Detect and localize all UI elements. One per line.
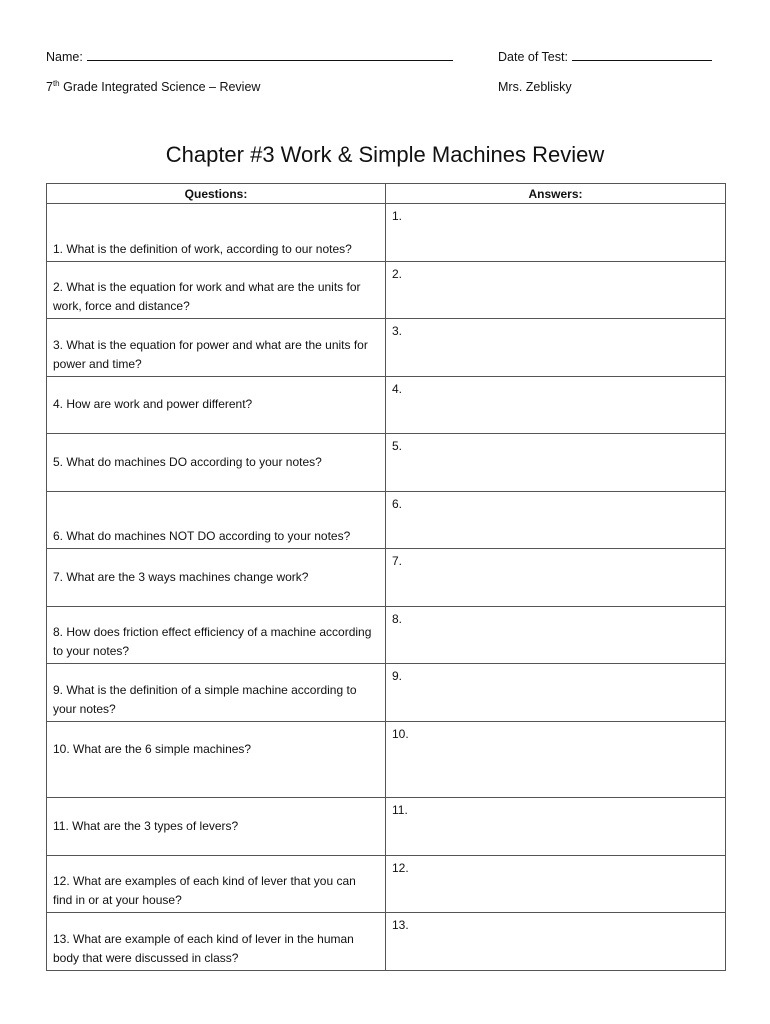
question-text: 10. What are the 6 simple machines? — [53, 742, 252, 756]
question-text: 2. What is the equation for work and what are the units for work, force and distance? — [53, 280, 361, 313]
question-text: 3. What is the equation for power and what are the units for power and time? — [53, 338, 368, 371]
table-row — [47, 856, 726, 913]
table-row — [47, 377, 726, 434]
table-row — [47, 664, 726, 722]
question-text: 1. What is the definition of work, according to our notes? — [53, 242, 352, 256]
question-cell — [47, 549, 386, 607]
question-text: 13. What are example of each kind of lever in the human body that were discussed in class? — [53, 932, 354, 965]
table-row — [47, 492, 726, 549]
table-row — [47, 549, 726, 607]
question-cell — [47, 913, 386, 971]
question-text: 4. How are work and power different? — [53, 397, 253, 411]
name-field — [46, 48, 453, 64]
question-text: 7. What are the 3 ways machines change work? — [53, 570, 309, 584]
questions-header: Questions: — [47, 184, 386, 204]
question-text: 9. What is the definition of a simple machine according to your notes? — [53, 683, 357, 716]
table-header-row — [47, 184, 726, 204]
table-row — [47, 319, 726, 377]
page-title: Chapter #3 Work & Simple Machines Review — [165, 142, 605, 167]
question-text: 5. What do machines DO according to your notes? — [53, 455, 322, 469]
answer-cell[interactable]: 12. — [386, 856, 726, 913]
answer-cell[interactable]: 13. — [386, 913, 726, 971]
answer-cell[interactable]: 4. — [386, 377, 726, 434]
question-cell — [47, 798, 386, 856]
review-table — [46, 183, 726, 971]
teacher-name: Mrs. Zeblisky — [498, 80, 572, 94]
answer-cell[interactable]: 8. — [386, 607, 726, 664]
answer-cell[interactable]: 6. — [386, 492, 726, 549]
answer-cell[interactable]: 5. — [386, 434, 726, 492]
answer-cell[interactable]: 2. — [386, 262, 726, 319]
date-blank-line[interactable] — [572, 48, 712, 61]
question-cell — [47, 262, 386, 319]
answer-cell[interactable]: 9. — [386, 664, 726, 722]
table-row — [47, 607, 726, 664]
question-cell — [47, 377, 386, 434]
question-cell — [47, 607, 386, 664]
table-row — [47, 913, 726, 971]
question-cell — [47, 492, 386, 549]
question-text: 6. What do machines NOT DO according to your notes? — [53, 529, 351, 543]
date-of-test-field — [498, 48, 712, 64]
answer-cell[interactable]: 10. — [386, 722, 726, 798]
question-cell — [47, 856, 386, 913]
course-name: Grade Integrated Science – Review — [59, 80, 261, 94]
question-text: 8. How does friction effect efficiency of a machine according to your notes? — [53, 625, 372, 658]
answer-cell[interactable]: 7. — [386, 549, 726, 607]
table-row — [47, 798, 726, 856]
course-label — [46, 80, 260, 94]
grade-suffix: th — [52, 78, 60, 88]
question-cell — [47, 319, 386, 377]
name-blank-line[interactable] — [87, 48, 453, 61]
answer-cell[interactable]: 11. — [386, 798, 726, 856]
question-text: 12. What are examples of each kind of lever that you can find in or at your house? — [53, 874, 356, 907]
question-cell — [47, 434, 386, 492]
table-row — [47, 434, 726, 492]
question-cell — [47, 722, 386, 798]
question-cell — [47, 204, 386, 262]
question-text: 11. What are the 3 types of levers? — [53, 819, 239, 833]
answer-cell[interactable]: 3. — [386, 319, 726, 377]
name-label: Name: — [46, 50, 83, 64]
answers-header: Answers: — [386, 184, 726, 204]
date-of-test-label: Date of Test: — [498, 50, 568, 64]
grade-number: 7 — [46, 80, 53, 94]
table-row — [47, 722, 726, 798]
table-row — [47, 262, 726, 319]
question-cell — [47, 664, 386, 722]
answer-cell[interactable]: 1. — [386, 204, 726, 262]
table-row — [47, 204, 726, 262]
